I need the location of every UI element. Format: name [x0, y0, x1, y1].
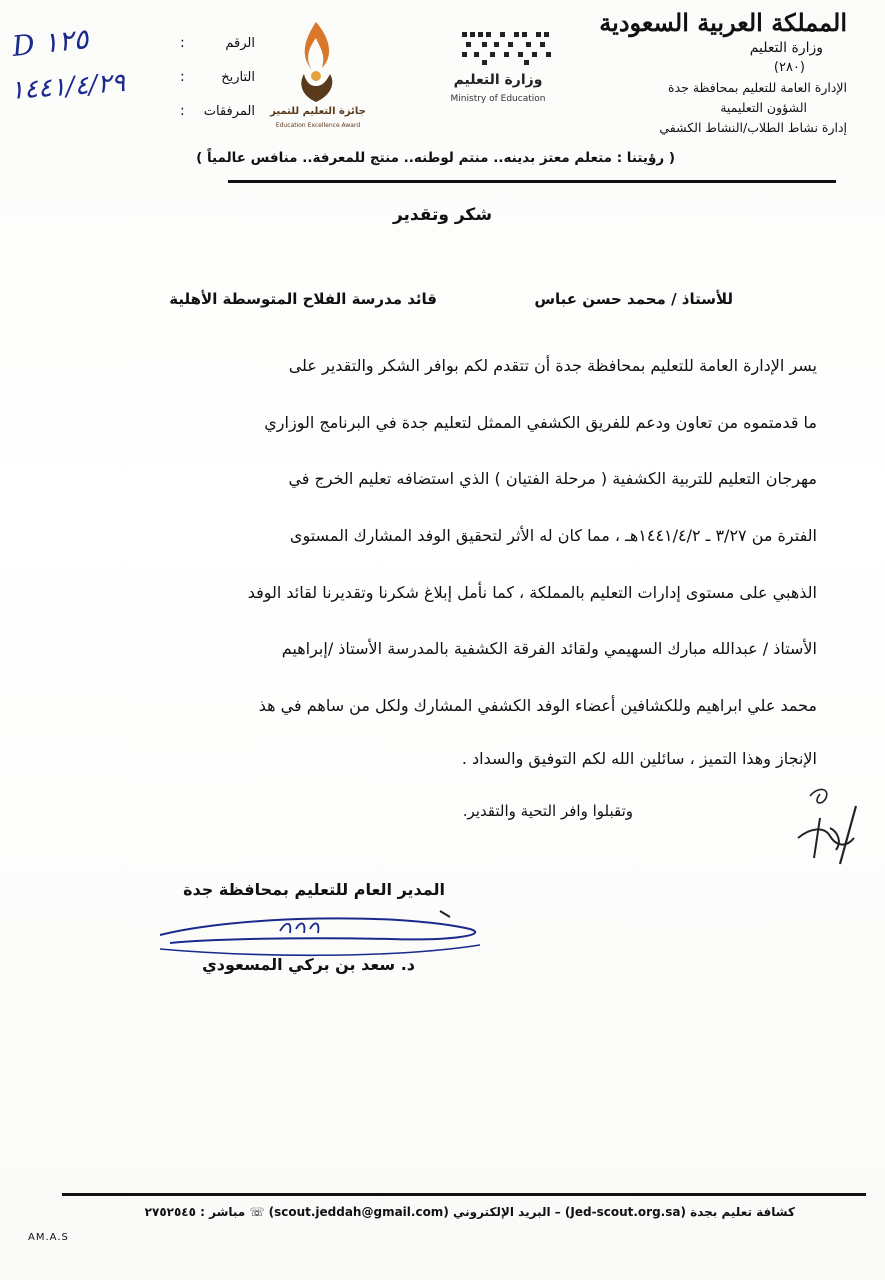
award-logo-text: جائزة التعليم للتميز	[270, 106, 366, 117]
award-flame-icon	[286, 18, 350, 108]
vision-statement: ( رؤيتنا : متعلم معتز بدينه.. منتم لوطنه.. منتج للمعرفة.. منافس عالمياً )	[196, 150, 675, 166]
date-label: التاريخ	[221, 70, 255, 85]
ministry-of-education-logo	[408, 22, 588, 122]
header-divider	[228, 180, 836, 183]
attachments-colon: :	[180, 103, 185, 119]
body-line: الإنجاز وهذا التميز ، سائلين الله لكم التوفيق والسداد .	[461, 749, 817, 768]
moe-dots-icon	[460, 28, 554, 68]
number-code: (٢٨٠)	[773, 60, 805, 75]
moe-logo-english: Ministry of Education	[450, 94, 546, 104]
award-logo-english: Education Excellence Award	[275, 122, 361, 129]
reference-code: AM.A.S	[28, 1232, 69, 1243]
handwritten-date: ١٤٤١/٤/٢٩	[9, 68, 127, 106]
body-line: محمد علي ابراهيم وللكشافين أعضاء الوفد الكشفي المشارك ولكل من ساهم في هذ	[258, 696, 817, 715]
letter-title: شكر وتقدير	[392, 205, 493, 225]
handwritten-ref-number: D ١٢٥	[10, 22, 90, 63]
margin-initials-scribble	[790, 778, 870, 868]
body-line: مهرجان التعليم للتربية الكشفية ( مرحلة الفتيان ) الذي استضافه تعليم الخرج في	[288, 469, 817, 488]
addressee-role: قائد مدرسة الفلاح المتوسطة الأهلية	[169, 290, 437, 308]
footer-divider	[62, 1193, 866, 1196]
addressee: للأستاذ / محمد حسن عباس	[534, 290, 733, 308]
kingdom-title: المملكة العربية السعودية	[599, 8, 847, 37]
body-line: الفترة من ٣/٢٧ ـ ١٤٤١/٤/٢هـ ، مما كان له الأثر لتحقيق الوفد المشارك المستوى	[289, 526, 817, 545]
ministry-name: وزارة التعليم	[749, 40, 823, 56]
department-name: إدارة نشاط الطلاب/النشاط الكشفي	[659, 120, 847, 135]
ref-colon: :	[180, 35, 185, 51]
footer-contact: كشافة تعليم بجدة (Jed-scout.org.sa) – البريد الإلكتروني (scout.jeddah@gmail.com) ☏ مباشر : ٢٧٥٢٥٤٥	[144, 1205, 795, 1219]
date-colon: :	[180, 69, 185, 85]
educational-affairs: الشؤون التعليمية	[720, 100, 807, 115]
excellence-award-logo	[268, 18, 368, 138]
signatory-title: المدير العام للتعليم بمحافظة جدة	[183, 880, 445, 899]
signatory-name: د. سعد بن بركي المسعودي	[202, 955, 415, 974]
attachments-label: المرفقات	[203, 104, 255, 119]
body-line: الأستاذ / عبدالله مبارك السهيمي ولقائد الفرقة الكشفية بالمدرسة الأستاذ /إبراهيم	[281, 639, 817, 658]
body-line: الذهبي على مستوى إدارات التعليم بالمملكة ، كما نأمل إبلاغ شكرنا وتقديرنا لقائد الوفد	[247, 583, 817, 602]
moe-logo-arabic: وزارة التعليم	[453, 72, 543, 88]
ref-label: الرقم	[225, 36, 255, 51]
body-line: ما قدمتموه من تعاون ودعم للفريق الكشفي الممثل لتعليم جدة في البرنامج الوزاري	[264, 413, 817, 432]
body-line: يسر الإدارة العامة للتعليم بمحافظة جدة أن تتقدم لكم بوافر الشكر والتقدير على	[288, 356, 817, 375]
closing-line: وتقبلوا وافر التحية والتقدير.	[462, 802, 633, 820]
general-admin: الإدارة العامة للتعليم بمحافظة جدة	[668, 80, 847, 95]
